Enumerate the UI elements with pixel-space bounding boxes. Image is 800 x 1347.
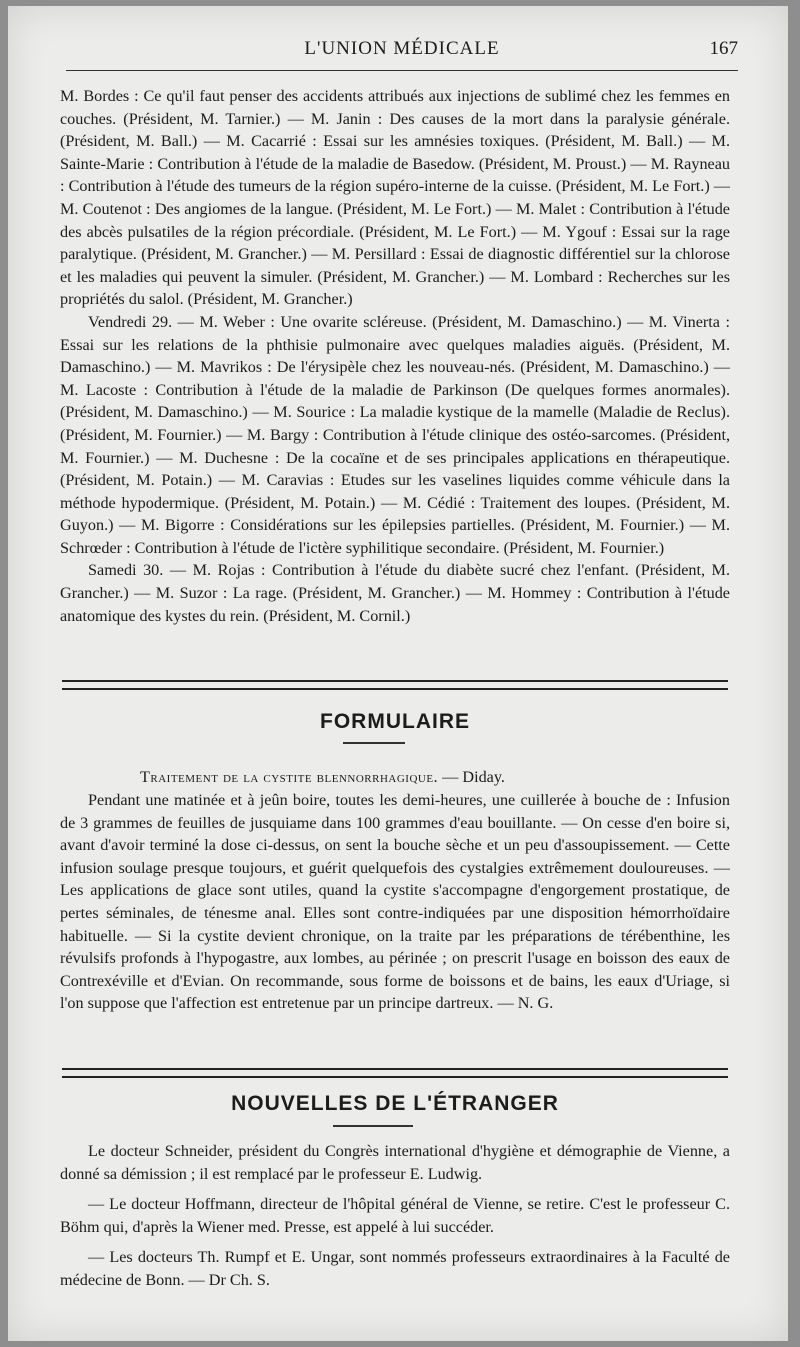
news-item: — Les docteurs Th. Rumpf et E. Ungar, sont nommés professeurs extraordinaires à la Faculté de médecine de Bonn. — Dr Ch. S. bbox=[60, 1248, 730, 1289]
formulaire-heading: FORMULAIRE bbox=[320, 710, 470, 733]
recipe-body: Pendant une matinée et à jeûn boire, toutes les demi-heures, une cuillerée à bouche de : Infusion de 3 grammes de feuilles de jusquiame dans 100 grammes d'eau bouillante. — On cesse d'en boire si, avant d'avoir terminé la dose ci-dessus, on sent la bouche sèche et un peu d'assoupissement. — Cette infusion soulage presque toujours, et guérit quelquefois des cystalgies extrêmement douloureuses. — Les applications de glace sont utiles, quand la cystite s'accompagne d'engorgement prostatique, de pertes séminales, de ténesme anal. Elles sont contre-indiquées par une disposition hémorrhoïdaire habituelle. — Si la cystite devient chronique, on la traite par les préparations de térébenthine, les révulsifs profonds à l'hypogastre, aux lombes, au périnée ; on prescrit l'usage en boisson des eaux de Contrexéville et d'Evian. On recommande, sous forme de boissons et de bains, les eaux d'Uriage, si l'on suppose que l'affection est entretenue par un principe dartreux. — N. G. bbox=[60, 791, 730, 1013]
theses-paragraph: M. Bordes : Ce qu'il faut penser des accidents attribués aux injections de sublimé chez les femmes en couches. (Président, M. Tarnier.) — M. Janin : Des causes de la mort dans la paralysie générale. (Président, M. Ball.) — M. Cacarrié : Essai sur les amnésies toxiques. (Président, M. Ball.) — M. Sainte-Marie : Contribution à l'étude de la maladie de Basedow. (Président, M. Proust.) — M. Rayneau : Contribution à l'étude des tumeurs de la région supéro-interne de la cuisse. (Président, M. Le Fort.) — M. Coutenot : Des angiomes de la langue. (Président, M. Le Fort.) — M. Malet : Contribution à l'étude des abcès pulsatiles de la région précordiale. (Président, M. Le Fort.) — M. Ygouf : Essai sur la rage paralytique. (Président, M. Grancher.) — M. Persillard : Essai de diagnostic différentiel sur la chlorose et les maladies qui peuvent la simuler. (Président, M. Grancher.) — M. Lombard : Recherches sur les propriétés du salol. (Président, M. Grancher.) bbox=[60, 87, 730, 309]
recipe-author: — Diday. bbox=[442, 768, 505, 786]
heading-underline bbox=[333, 1125, 413, 1127]
section-divider bbox=[62, 1068, 728, 1078]
header-rule bbox=[66, 70, 738, 71]
nouvelles-section bbox=[60, 1140, 730, 1292]
nouvelles-heading: NOUVELLES DE L'ÉTRANGER bbox=[231, 1092, 559, 1115]
news-item: Le docteur Schneider, président du Congrès international d'hygiène et démographie de Vienne, a donné sa démission ; il est remplacé par le professeur E. Ludwig. bbox=[60, 1142, 730, 1183]
page-number: 167 bbox=[709, 38, 738, 59]
section-divider bbox=[62, 680, 728, 690]
page-header bbox=[66, 38, 738, 70]
theses-paragraph-friday: Vendredi 29. — M. Weber : Une ovarite scléreuse. (Président, M. Damaschino.) — M. Vinerta : Essai sur les relations de la phthisie pulmonaire avec quelques maladies aiguës. (Président, M. Damaschino.) — M. Mavrikos : De l'érysipèle chez les nouveau-nés. (Président, M. Damaschino.) — M. Lacoste : Contribution à l'étude de la maladie de Parkinson (De quelques formes anormales). (Président, M. Damaschino.) — M. Sourice : La maladie kystique de la mamelle (Maladie de Reclus). (Président, M. Fournier.) — M. Bargy : Contribution à l'étude clinique des ostéo-sarcomes. (Président, M. Fournier.) — M. Duchesne : De la cocaïne et de ses principales applications en thérapeutique. (Président, M. Potain.) — M. Caravias : Etudes sur les vaselines liquides comme véhicule dans la méthode hypodermique. (Président, M. Potain.) — M. Cédié : Traitement des loupes. (Président, M. Guyon.) — M. Bigorre : Considérations sur les épilepsies partielles. (Président, M. Fournier.) — M. Schrœder : Contribution à l'étude de l'ictère syphilitique secondaire. (Président, M. Fournier.) bbox=[60, 312, 730, 557]
theses-section bbox=[60, 85, 730, 627]
theses-paragraph-saturday: Samedi 30. — M. Rojas : Contribution à l'étude du diabète sucré chez l'enfant. (Président, M. Grancher.) — M. Suzor : La rage. (Président, M. Grancher.) — M. Hommey : Contribution à l'étude anatomique des kystes du rein. (Président, M. Cornil.) bbox=[60, 561, 730, 625]
journal-title: L'UNION MÉDICALE bbox=[304, 38, 500, 59]
recipe-title: Traitement de la cystite blennorrhagique. bbox=[140, 768, 439, 786]
news-item: — Le docteur Hoffmann, directeur de l'hôpital général de Vienne, se retire. C'est le professeur C. Böhm qui, d'après la Wiener med. Presse, est appelé à lui succéder. bbox=[60, 1195, 730, 1236]
recipe-title-line bbox=[60, 765, 730, 789]
heading-underline bbox=[343, 742, 405, 744]
formulaire-section bbox=[60, 765, 730, 1015]
